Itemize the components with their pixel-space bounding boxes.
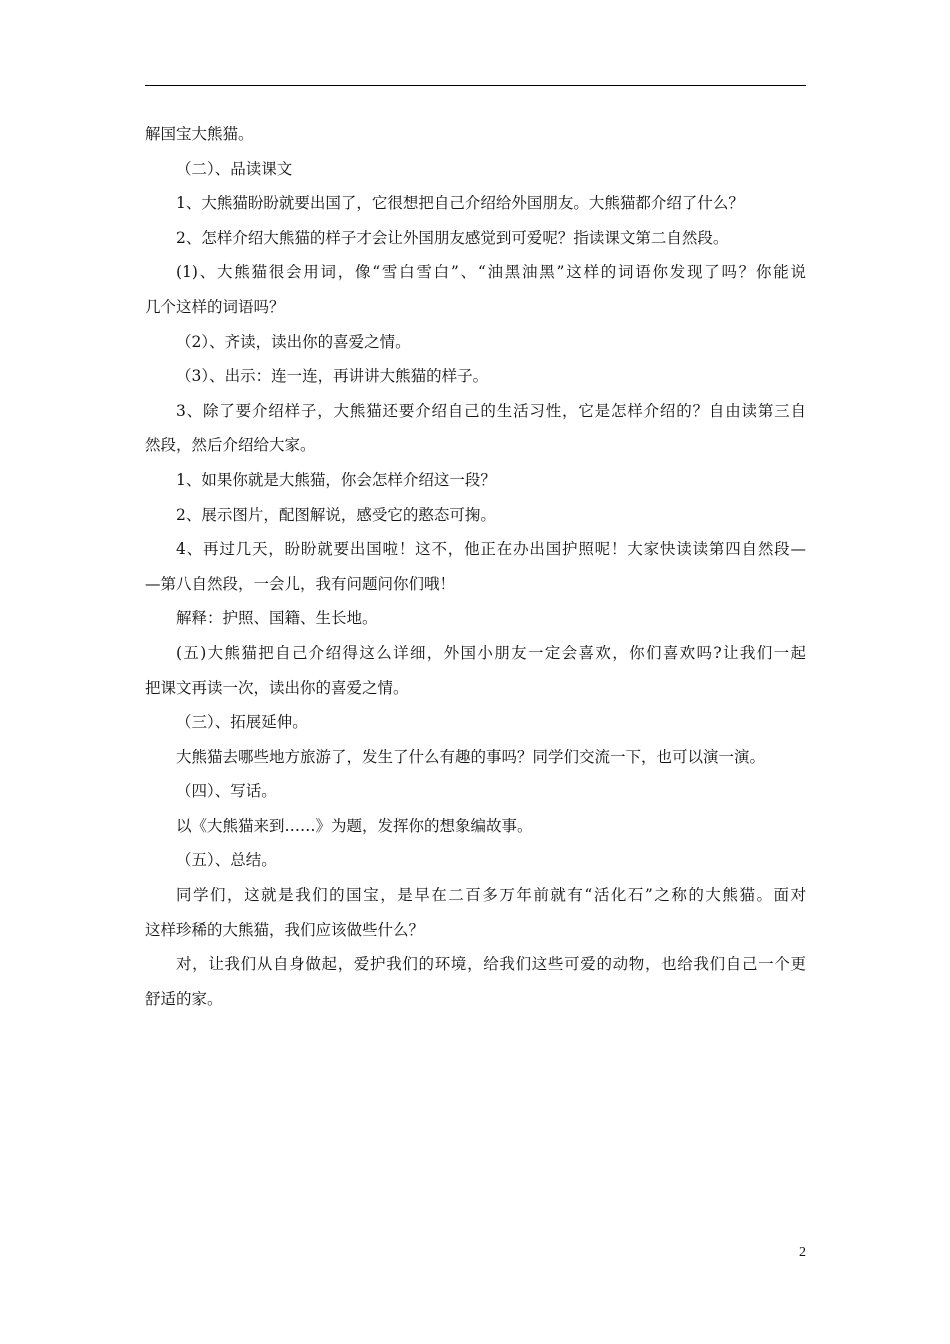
text-line-3: 1、大熊猫盼盼就要出国了，它很想把自己介绍给外国朋友。大熊猫都介绍了什么？ (176, 194, 744, 213)
text-line-6: 几个这样的词语吗？ (145, 297, 285, 316)
page-number: 2 (799, 1245, 806, 1260)
text-line-9: 3、除了要介绍样子，大熊猫还要介绍自己的生活习性，它是怎样介绍的？自由读第三自 (176, 401, 806, 420)
text-line-7: （2）、齐读，读出你的喜爱之情。 (176, 332, 411, 351)
text-line-12: 2、展示图片，配图解说，感受它的憨态可掬。 (176, 505, 496, 524)
text-line-20: （四）、写话。 (176, 782, 277, 801)
text-line-24: 这样珍稀的大熊猫，我们应该做些什么？ (145, 920, 425, 939)
text-line-4: 2、怎样介绍大熊猫的样子才会让外国朋友感觉到可爱呢？指读课文第二自然段。 (176, 228, 729, 247)
document-body (145, 117, 806, 1016)
text-line-14: —第八自然段，一会儿，我有问题问你们哦！ (145, 574, 456, 593)
text-line-5: (1)、大熊猫很会用词，像“雪白雪白”、“油黑油黑”这样的词语你发现了吗？你能说 (176, 263, 806, 282)
text-line-23: 同学们，这就是我们的国宝，是早在二百多万年前就有“活化石”之称的大熊猫。面对 (176, 886, 806, 905)
header-rule (145, 85, 806, 86)
text-line-1: 解国宝大熊猫。 (145, 125, 254, 143)
text-line-26: 舒适的家。 (145, 989, 223, 1008)
text-line-10: 然段，然后介绍给大家。 (145, 436, 316, 455)
text-line-21: 以《大熊猫来到……》为题，发挥你的想象编故事。 (176, 816, 533, 835)
text-line-13: 4、再过几天，盼盼就要出国啦！这不，他正在办出国护照呢！大家快读读第四自然段— (176, 540, 806, 559)
text-line-16: (五)大熊猫把自己介绍得这么详细，外国小朋友一定会喜欢，你们喜欢吗?让我们一起 (176, 643, 806, 662)
text-line-25: 对，让我们从自身做起，爱护我们的环境，给我们这些可爱的动物，也给我们自己一个更 (176, 955, 806, 974)
text-line-19: 大熊猫去哪些地方旅游了，发生了什么有趣的事吗？同学们交流一下，也可以演一演。 (176, 747, 766, 766)
text-line-18: （三）、拓展延伸。 (176, 713, 308, 732)
text-line-8: （3）、出示：连一连，再讲讲大熊猫的样子。 (176, 367, 489, 386)
text-line-15: 解释：护照、国籍、生长地。 (176, 609, 378, 628)
text-line-2: （二）、品读课文 (176, 159, 293, 178)
text-line-11: 1、如果你就是大熊猫，你会怎样介绍这一段？ (176, 470, 496, 489)
text-line-22: （五）、总结。 (176, 851, 277, 870)
text-line-17: 把课文再读一次，读出你的喜爱之情。 (145, 678, 409, 697)
